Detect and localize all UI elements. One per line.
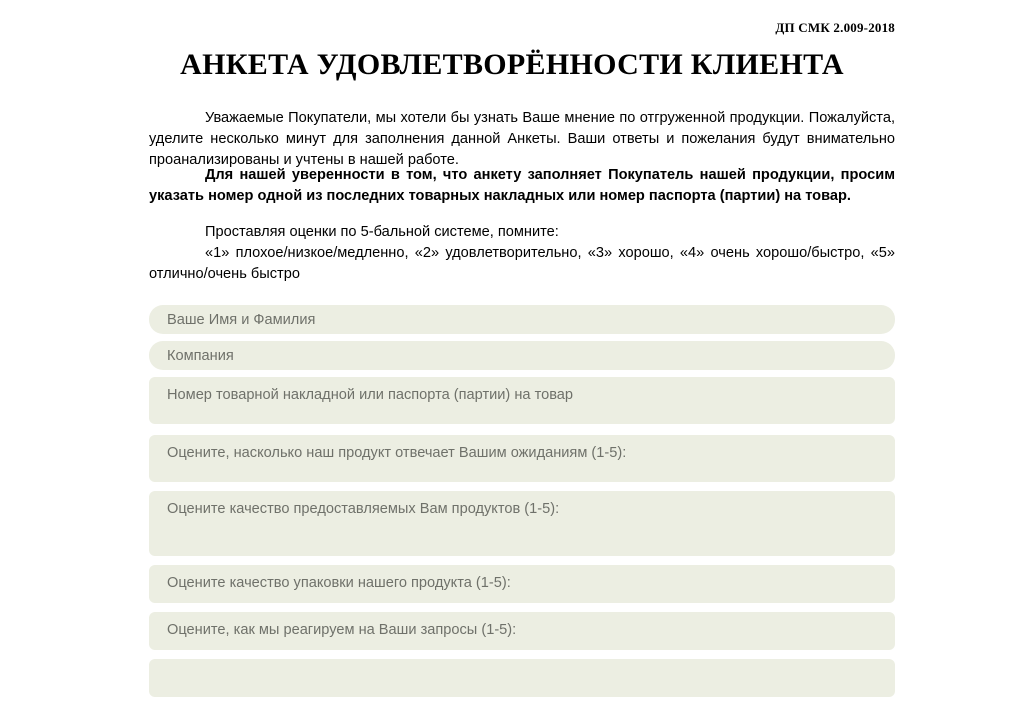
field-response-rating[interactable] [149,612,895,650]
document-code: ДП СМК 2.009-2018 [775,20,895,35]
field-packaging-quality-rating-label: Оцените качество упаковки нашего продукта (1-5): [167,575,511,591]
scale-values [149,243,895,285]
scale-intro [149,222,895,243]
field-expectations-rating-label: Оцените, насколько наш продукт отвечает Вашим ожиданиям (1-5): [167,445,627,461]
field-product-quality-rating[interactable] [149,491,895,556]
field-invoice-number[interactable] [149,377,895,424]
field-packaging-quality-rating[interactable] [149,565,895,603]
field-name-label: Ваше Имя и Фамилия [167,312,316,328]
field-next-partial[interactable] [149,659,895,697]
scale-intro-text: Проставляя оценки по 5-бальной системе, помните: [205,224,559,240]
intro-paragraph-text: Уважаемые Покупатели, мы хотели бы узнать Ваше мнение по отгруженной продукции. Пожалуйста, уделите несколько минут для заполнения данной Анкеты. Ваши ответы и пожелания будут внимательно проанализированы и учтены в нашей работе. [149,110,895,168]
field-expectations-rating[interactable] [149,435,895,482]
field-company-label: Компания [167,348,234,364]
field-invoice-number-label: Номер товарной накладной или паспорта (партии) на товар [167,387,574,403]
field-company[interactable] [149,341,895,370]
form-fields [149,305,895,704]
page-title: АНКЕТА УДОВЛЕТВОРЁННОСТИ КЛИЕНТА [180,48,844,81]
scale-values-text: «1» плохое/низкое/медленно, «2» удовлетворительно, «3» хорошо, «4» очень хорошо/быстро, «5» отлично/очень быстро [149,245,895,282]
intro-paragraph [149,108,895,171]
field-name[interactable] [149,305,895,334]
field-response-rating-label: Оцените, как мы реагируем на Ваши запросы (1-5): [167,622,517,638]
field-product-quality-rating-label: Оцените качество предоставляемых Вам продуктов (1-5): [167,501,560,517]
verification-paragraph-text: Для нашей уверенности в том, что анкету заполняет Покупатель нашей продукции, просим указать номер одной из последних товарных накладных или номер паспорта (партии) на товар. [149,167,895,204]
verification-paragraph [149,165,895,207]
